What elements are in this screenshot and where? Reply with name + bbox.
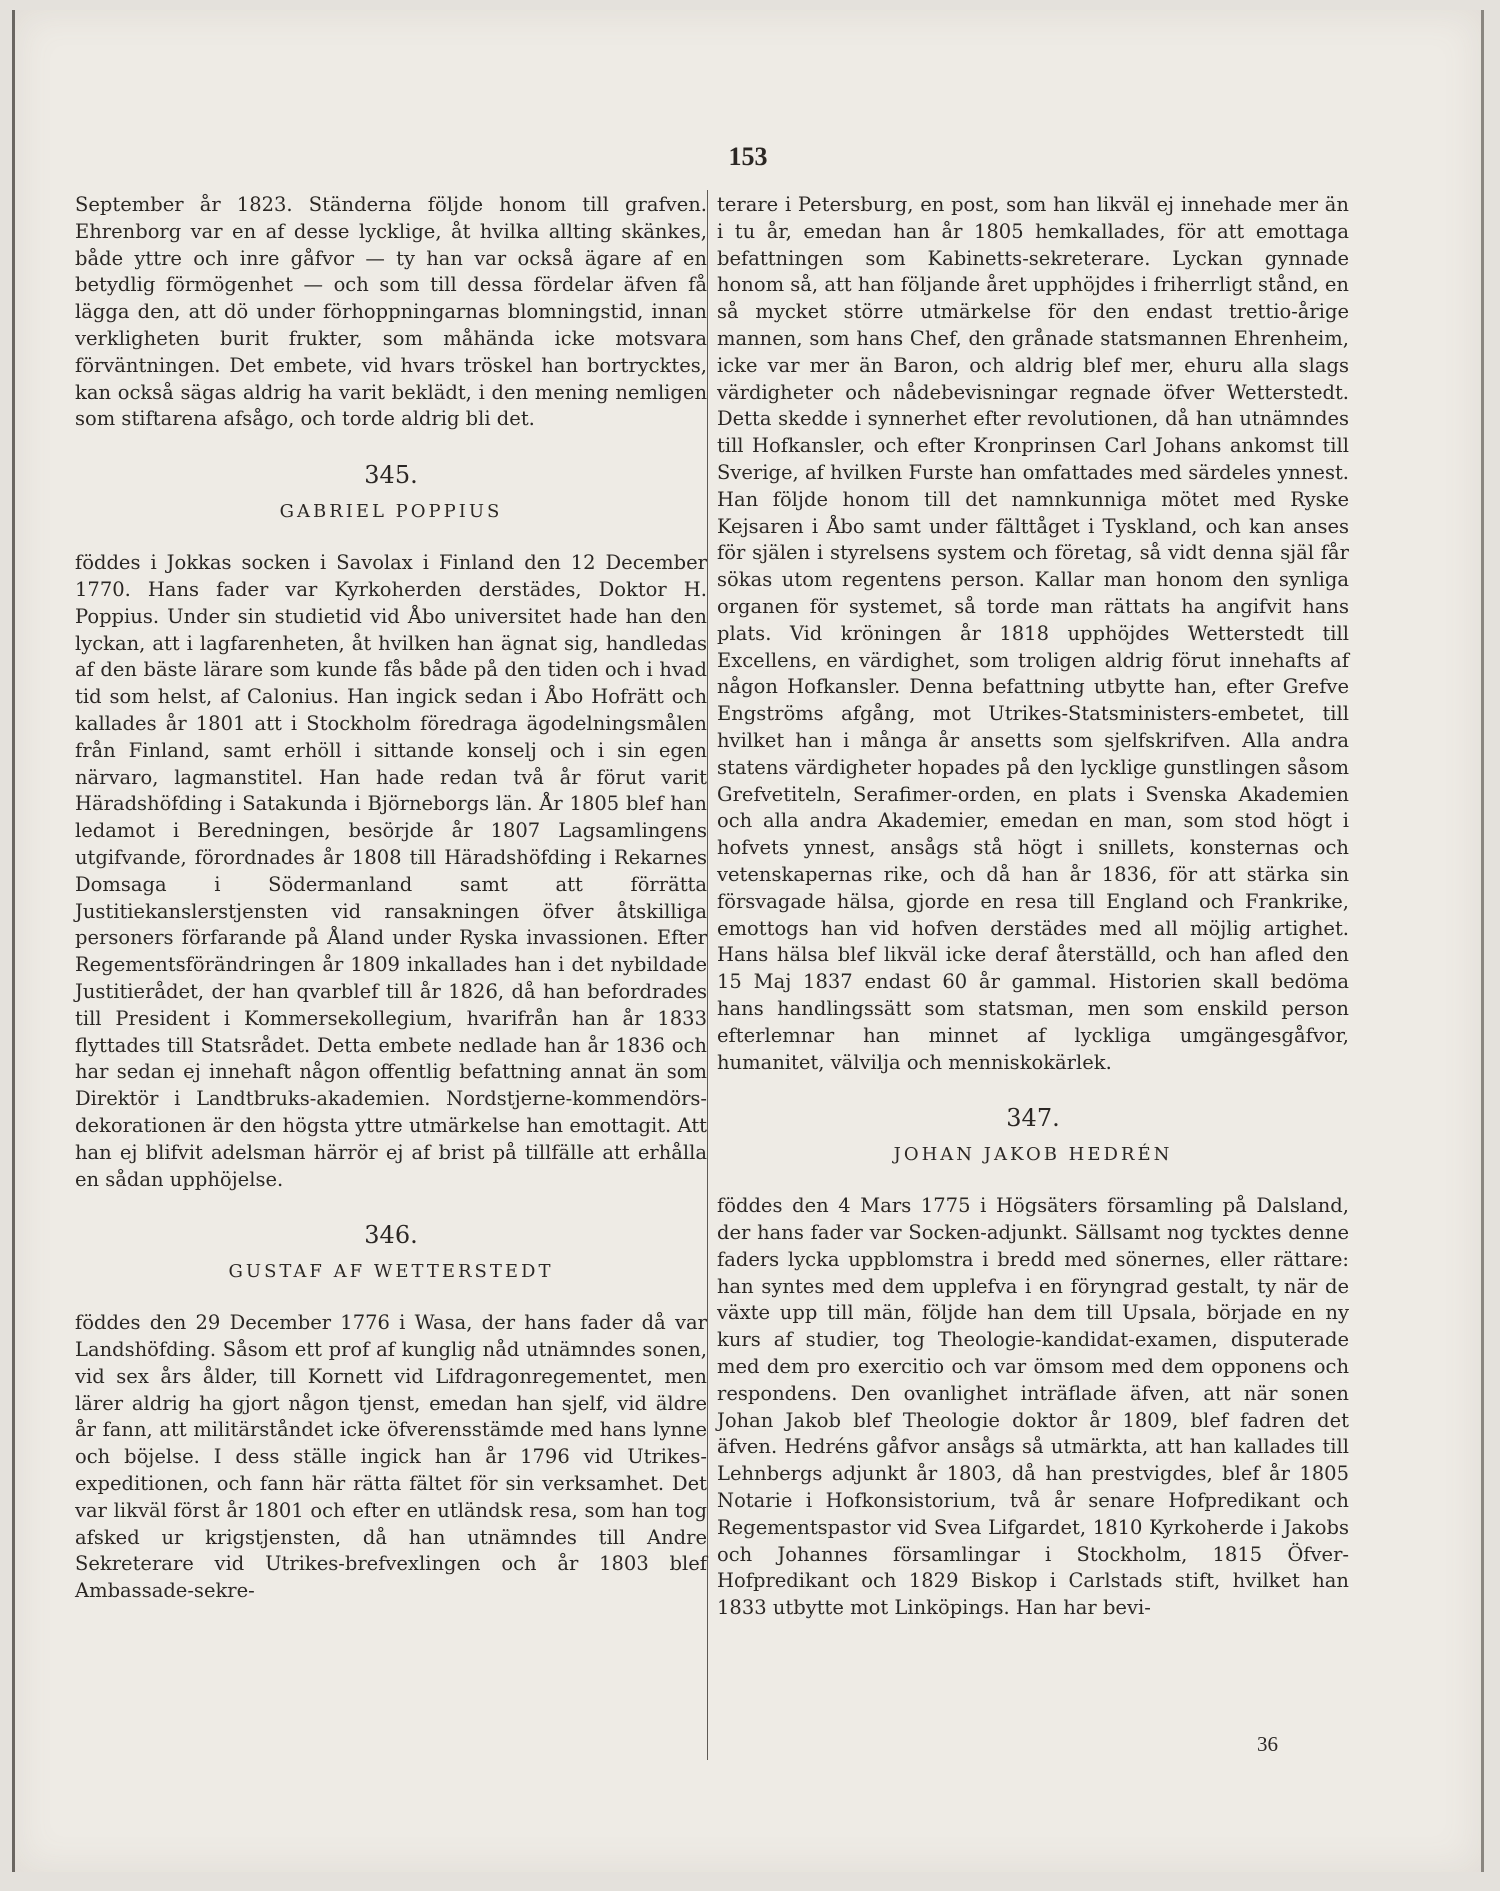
book-page: [12, 10, 1484, 1872]
entry-number-347: 347.: [1006, 1104, 1060, 1133]
column-divider: [707, 190, 708, 1760]
paragraph-ehrenborg-end: September år 1823. Ständerna följde honom till grafven. Ehrenborg var en af desse lycklige, åt hvilka allting skänkes, både yttre och inre gåfvor — ty han var också ägare af en betydlig förmögenhet — och som till dessa fördelar äfven få lägga den, att dö under förhoppningarnas blomningstid, innan verkligheten burit frukter, som måhända icke motsvara förväntningen. Det embete, vid hvars tröskel han bortrycktes, kan också sägas aldrig ha varit beklädt, i den mening nemligen som stiftarena afsågo, och torde aldrig bli det.: [75, 193, 707, 431]
entry-text-hedren: föddes den 4 Mars 1775 i Högsäters församling på Dalsland, der hans fader var Socken-adjunkt. Sällsamt nog tycktes denne faders lycka uppblomstra i bredd med sönernes, eller rättare: han syntes med dem upplefva i en föryngrad gestalt, ty när de växte upp till män, följde han dem till Upsala, började en ny kurs af studier, tog Theologie-kandidat-examen, disputerade med dem pro exercitio och var ömsom med dem opponens och respondens. Den ovanlighet inträflade äfven, att när sonen Johan Jakob blef Theologie doktor år 1809, blef fadren det äfven. Hedréns gåfvor ansågs så utmärkta, att han kallades till Lehnbergs adjunkt år 1803, då han prestvigdes, blef år 1805 Notarie i Hofkonsistorium, två år senare Hofpredikant och Regementspastor vid Svea Lifgardet, 1810 Kyrkoherde i Jakobs och Johannes församlingar i Stockholm, 1815 Öfver-Hofpredikant och 1829 Biskop i Carlstads stift, hvilket han 1833 utbytte mot Linköpings. Han har bevi-: [717, 1194, 1349, 1620]
page-number: 153: [728, 142, 768, 171]
entry-text-poppius: föddes i Jokkas socken i Savolax i Finland den 12 December 1770. Hans fader var Kyrkoherden derstädes, Doktor H. Poppius. Under sin studietid vid Åbo universitet hade han den lyckan, att i lagfarenheten, åt hvilken han ägnat sig, handledas af den bäste lärare som kunde fås både på den tiden och i hvad tid som helst, af Calonius. Han ingick sedan i Åbo Hofrätt och kallades år 1801 att i Stockholm föredraga ägodelningsmålen från Finland, samt erhöll i sittande konselj och i sin egen närvaro, lagmanstitel. Han hade redan två år förut varit Häradshöfding i Satakunda i Björneborgs län. År 1805 blef han ledamot i Beredningen, besörjde år 1807 Lagsamlingens utgifvande, förordnades år 1808 till Häradshöfding i Rekarnes Domsaga i Södermanland samt att förrätta Justitiekanslerstjensten vid ransakningen öfver åtskilliga personers förfarande på Åland under Ryska invassionen. Efter Regementsförändringen år 1809 inkallades han i det nybildade Justitierådet, der han qvarblef till år 1826, då han befordrades till President i Kommersekollegium, hvarifrån han år 1833 flyttades till Statsrådet. Detta embete nedlade han år 1836 och har sedan ej innehaft någon offentlig befattning annat än som Direktör i Landtbruks-akademien. Nordstjerne-kommendörs-dekorationen är den högsta yttre utmärkelse han emottagit. Att han ej blifvit adelsman härrör ej af brist på tillfälle att erhålla en sådan upphöjelse.: [75, 551, 707, 1191]
left-column: [75, 192, 707, 1605]
entry-name-poppius: GABRIEL POPPIUS: [279, 501, 503, 523]
right-column: [717, 192, 1349, 1622]
signature-mark: 36: [1257, 1732, 1278, 1756]
entry-name-wetterstedt: GUSTAF AF WETTERSTEDT: [228, 1261, 554, 1283]
entry-text-wetterstedt: föddes den 29 December 1776 i Wasa, der hans fader då var Landshöfding. Såsom ett prof af kunglig nåd utnämndes sonen, vid sex års ålder, till Kornett vid Lifdragonregementet, men lärer aldrig ha gjort någon tjenst, emedan han sjelf, vid äldre år fann, att militärståndet icke öfverensstämde med hans lynne och böjelse. I dess ställe ingick han år 1796 vid Utrikes-expeditionen, och fann här rätta fältet för sin verksamhet. Det var likväl först år 1801 och efter en utländsk resa, som han tog afsked ur krigstjensten, då han utnämndes till Andre Sekreterare vid Utrikes-brefvexlingen och år 1803 blef Ambassade-sekre-: [75, 1311, 707, 1603]
entry-name-hedren: JOHAN JAKOB HEDRÉN: [893, 1144, 1173, 1166]
entry-number-345: 345.: [364, 461, 418, 490]
entry-number-346: 346.: [364, 1221, 418, 1250]
paragraph-wetterstedt-cont: terare i Petersburg, en post, som han likväl ej innehade mer än i tu år, emedan han år 1805 hemkallades, för att emottaga befattningen som Kabinetts-sekreterare. Lyckan gynnade honom så, att han följande året upphöjdes i friherrligt stånd, en så mycket större utmärkelse för den endast trettio-årige mannen, som hans Chef, den grånade statsmannen Ehrenheim, icke var mer än Baron, och aldrig blef mer, ehuru alla slags värdigheter och nådebevisningar regnade öfver Wetterstedt. Detta skedde i synnerhet efter revolutionen, då han utnämndes till Hofkansler, och efter Kronprinsen Carl Johans ankomst till Sverige, af hvilken Furste han omfattades med särdeles ynnest. Han följde honom till det namnkunniga mötet med Ryske Kejsaren i Åbo samt under fälttåget i Tyskland, och kan anses för själen i styrelsens system och företag, så vidt denna själ får sökas utom regentens person. Kallar man honom den synliga organen för systemet, så torde man rättats ha angifvit hans plats. Vid kröningen år 1818 upphöjdes Wetterstedt till Excellens, en värdighet, som troligen aldrig förut innehafts af någon Hofkansler. Denna befattning utbytte han, efter Grefve Engströms afgång, mot Utrikes-Statsministers-embetet, till hvilket han i många år ansetts som sjelfskrifven. Alla andra statens värdigheter hopades på den lycklige gunstlingen såsom Grefvetiteln, Serafimer-orden, en plats i Svenska Akademien och alla andra Akademier, emedan en man, som stod högt i hofvets ynnest, ansågs stå högt i snillets, konsternas och vetenskapernas rike, och då han år 1836, för att stärka sin försvagade hälsa, gjorde en resa till England och Frankrike, emottogs han vid hofven derstädes med all möjlig artighet. Hans hälsa blef likväl icke deraf återställd, och han afled den 15 Maj 1837 endast 60 år gammal. Historien skall bedöma hans handlingssätt som statsman, men som enskild person efterlemnar han minnet af lyckliga umgängesgåfvor, humanitet, välvilja och menniskokärlek.: [717, 193, 1349, 1074]
